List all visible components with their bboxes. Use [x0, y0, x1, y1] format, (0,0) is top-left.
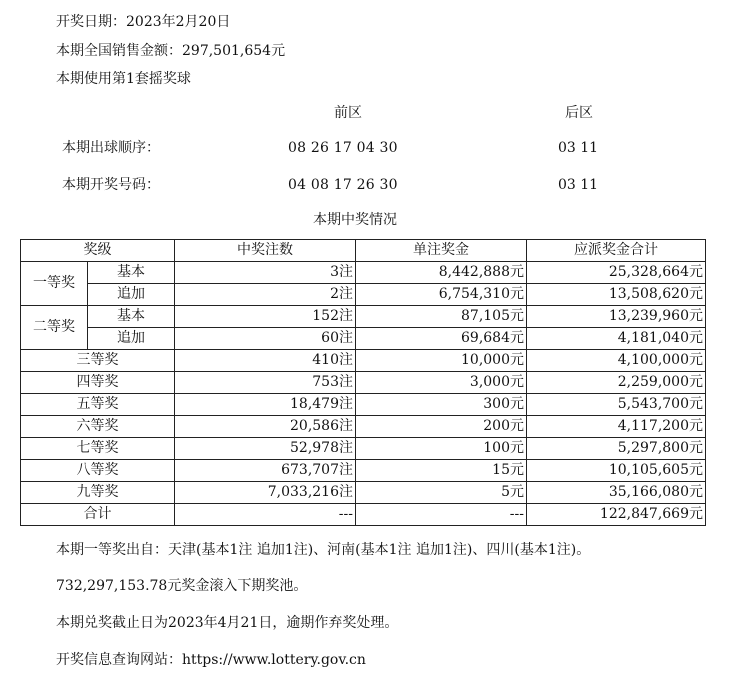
count-cell: ---: [175, 504, 356, 526]
prize-cell: ---: [356, 504, 527, 526]
total-cell: 25,328,664元: [527, 262, 706, 284]
prize-cell: 200元: [356, 416, 527, 438]
total-cell: 4,181,040元: [527, 328, 706, 350]
draw-order-label: 本期出球顺序：: [62, 140, 160, 156]
count-cell: 410注: [175, 350, 356, 372]
sub-level-cell: 基本: [88, 306, 175, 328]
level-cell: 九等奖: [21, 482, 175, 504]
prize-cell: 87,105元: [356, 306, 527, 328]
front-zone-title: 前区: [334, 105, 362, 121]
total-cell: 4,100,000元: [527, 350, 706, 372]
total-cell: 5,543,700元: [527, 394, 706, 416]
table-row: [21, 394, 706, 416]
count-cell: 152注: [175, 306, 356, 328]
rollover-amount: 732,297,153.78元奖金滚入下期奖池。: [56, 578, 308, 594]
count-cell: 3注: [175, 262, 356, 284]
info-website: 开奖信息查询网站：https://www.lottery.gov.cn: [56, 652, 366, 668]
prize-cell: 8,442,888元: [356, 262, 527, 284]
winning-front-numbers: 04 08 17 26 30: [288, 177, 398, 193]
national-sales: 本期全国销售金额：297,501,654元: [56, 43, 286, 59]
total-cell: 5,297,800元: [527, 438, 706, 460]
table-row: [21, 350, 706, 372]
total-cell: 122,847,669元: [527, 504, 706, 526]
draw-date: 开奖日期：2023年2月20日: [56, 14, 231, 30]
header-prize: 单注奖金: [356, 240, 527, 262]
prize-cell: 69,684元: [356, 328, 527, 350]
total-cell: 13,239,960元: [527, 306, 706, 328]
level-cell: 七等奖: [21, 438, 175, 460]
total-cell: 35,166,080元: [527, 482, 706, 504]
count-cell: 2注: [175, 284, 356, 306]
prize-cell: 3,000元: [356, 372, 527, 394]
sub-level-cell: 追加: [88, 328, 175, 350]
winning-back-numbers: 03 11: [558, 177, 599, 193]
count-cell: 7,033,216注: [175, 482, 356, 504]
count-cell: 20,586注: [175, 416, 356, 438]
count-cell: 52,978注: [175, 438, 356, 460]
level-cell: 合计: [21, 504, 175, 526]
draw-order-front-numbers: 08 26 17 04 30: [288, 140, 398, 156]
table-row: [21, 306, 706, 328]
prize-cell: 6,754,310元: [356, 284, 527, 306]
ball-set: 本期使用第1套摇奖球: [56, 71, 191, 87]
level-cell: 六等奖: [21, 416, 175, 438]
prize-cell: 10,000元: [356, 350, 527, 372]
level-cell: 四等奖: [21, 372, 175, 394]
first-prize-origin: 本期一等奖出自：天津(基本1注 追加1注)、河南(基本1注 追加1注)、四川(基本1注)。: [56, 542, 591, 558]
draw-order-back-numbers: 03 11: [558, 140, 599, 156]
total-cell: 13,508,620元: [527, 284, 706, 306]
winning-numbers-label: 本期开奖号码：: [62, 177, 160, 193]
table-row: [21, 438, 706, 460]
table-total-row: [21, 504, 706, 526]
table-row: [21, 416, 706, 438]
prize-table-title: 本期中奖情况: [313, 212, 397, 228]
table-row: [21, 262, 706, 284]
table-row: [21, 460, 706, 482]
table-row: [21, 284, 706, 306]
level-cell: 八等奖: [21, 460, 175, 482]
total-cell: 4,117,200元: [527, 416, 706, 438]
table-row: [21, 482, 706, 504]
prize-cell: 300元: [356, 394, 527, 416]
total-cell: 10,105,605元: [527, 460, 706, 482]
count-cell: 60注: [175, 328, 356, 350]
count-cell: 18,479注: [175, 394, 356, 416]
back-zone-title: 后区: [565, 105, 593, 121]
table-row: [21, 328, 706, 350]
count-cell: 673,707注: [175, 460, 356, 482]
level-cell: 二等奖: [21, 306, 88, 350]
prize-cell: 5元: [356, 482, 527, 504]
sub-level-cell: 基本: [88, 262, 175, 284]
header-level: 奖级: [21, 240, 175, 262]
sub-level-cell: 追加: [88, 284, 175, 306]
redeem-deadline: 本期兑奖截止日为2023年4月21日，逾期作弃奖处理。: [56, 615, 399, 631]
level-cell: 五等奖: [21, 394, 175, 416]
count-cell: 753注: [175, 372, 356, 394]
header-count: 中奖注数: [175, 240, 356, 262]
prize-cell: 15元: [356, 460, 527, 482]
level-cell: 一等奖: [21, 262, 88, 306]
prize-table: [20, 239, 706, 526]
level-cell: 三等奖: [21, 350, 175, 372]
prize-cell: 100元: [356, 438, 527, 460]
header-total: 应派奖金合计: [527, 240, 706, 262]
table-header-row: [21, 240, 706, 262]
total-cell: 2,259,000元: [527, 372, 706, 394]
table-row: [21, 372, 706, 394]
